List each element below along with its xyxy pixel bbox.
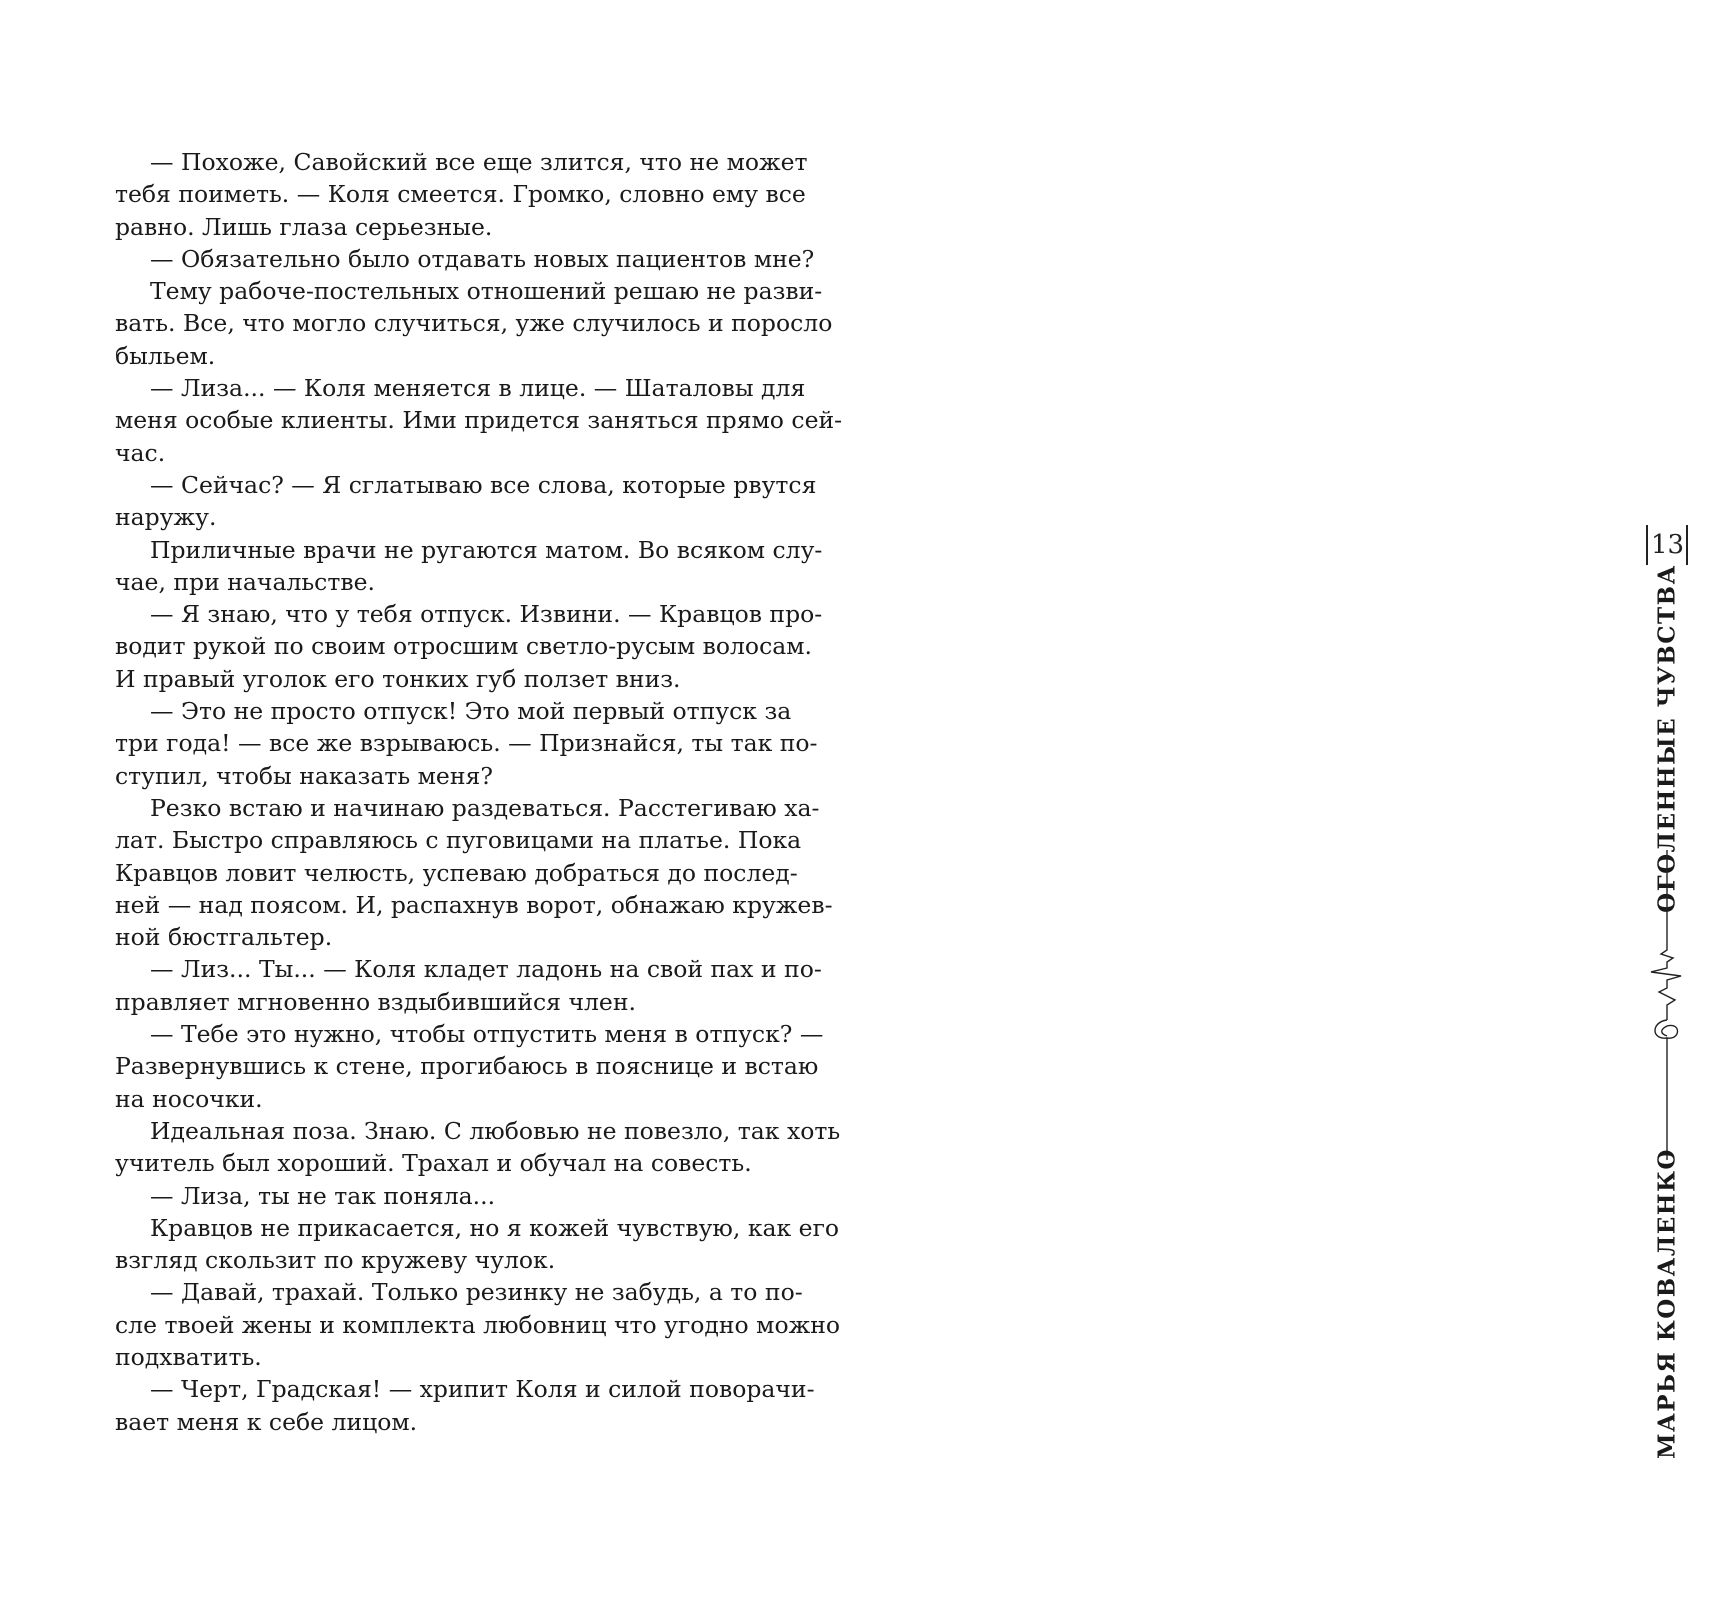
text-line: три года! — все же взрываюсь. — Признайся, ты так по- — [115, 729, 818, 758]
body-text — [115, 146, 843, 1438]
text-line: — Тебе это нужно, чтобы отпустить меня в отпуск? — — [150, 1020, 824, 1049]
text-line: ней — над поясом. И, распахнув ворот, обнажаю кружев- — [115, 890, 833, 919]
heartbeat-line-ornament — [1621, 850, 1711, 1160]
text-line: правляет мгновенно вздыбившийся член. — [115, 987, 636, 1016]
text-line: взгляд скользит по кружеву чулок. — [115, 1246, 556, 1275]
text-line: подхватить. — [115, 1342, 262, 1371]
text-line: чае, при начальстве. — [115, 567, 375, 596]
text-line: тебя поиметь. — Коля смеется. Громко, словно ему все — [115, 180, 806, 209]
text-line: наружу. — [115, 503, 217, 532]
page-number-rule-right — [1686, 525, 1688, 565]
text-line: — Сейчас? — Я сглатываю все слова, которые рвутся — [150, 470, 817, 499]
text-line: И правый уголок его тонких губ ползет вниз. — [115, 664, 681, 693]
running-head — [803, 0, 1685, 1616]
text-line: Идеальная поза. Знаю. С любовью не повезло, так хоть — [150, 1116, 841, 1145]
text-line: учитель был хороший. Трахал и обучал на совесть. — [115, 1149, 752, 1178]
text-line: вать. Все, что могло случиться, уже случилось и поросло — [115, 309, 833, 338]
text-line: — Это не просто отпуск! Это мой первый отпуск за — [150, 697, 792, 726]
text-line: равно. Лишь глаза серьезные. — [115, 212, 493, 241]
text-line: час. — [115, 438, 166, 467]
text-line: — Я знаю, что у тебя отпуск. Извини. — Кравцов про- — [150, 600, 823, 629]
heart-icon — [1655, 1020, 1678, 1038]
text-line: Приличные врачи не ругаются матом. Во всяком слу- — [150, 535, 823, 564]
text-line: — Похоже, Савойский все еще злится, что не может — [150, 148, 808, 176]
text-line: Резко встаю и начинаю раздеваться. Расстегиваю ха- — [150, 793, 820, 822]
author-name: МАРЬЯ КОВАЛЕНКО — [1653, 1148, 1681, 1459]
text-line: Развернувшись к стене, прогибаюсь в пояснице и встаю — [115, 1052, 819, 1081]
text-line: — Давай, трахай. Только резинку не забудь, а то по- — [150, 1278, 803, 1307]
page-number: 13 — [1651, 530, 1685, 560]
text-line: — Лиз... Ты... — Коля кладет ладонь на свой пах и по- — [150, 955, 822, 984]
text-line: — Лиза... — Коля меняется в лице. — Шаталовы для — [150, 374, 806, 403]
text-line: быльем. — [115, 341, 216, 370]
text-line: — Обязательно было отдавать новых пациентов мне? — [150, 244, 815, 273]
text-line: Кравцов ловит челюсть, успеваю добраться до послед- — [115, 858, 798, 887]
text-line: ной бюстгальтер. — [115, 923, 333, 952]
text-line: водит рукой по своим отросшим светло-русым волосам. — [115, 632, 812, 661]
text-line: ступил, чтобы наказать меня? — [115, 761, 493, 790]
text-line: на носочки. — [115, 1084, 263, 1113]
running-title: ОГОЛЕННЫЕ ЧУВСТВА — [1653, 564, 1681, 913]
text-line: Кравцов не прикасается, но я кожей чувствую, как его — [150, 1213, 840, 1242]
text-line: лат. Быстро справляюсь с пуговицами на платье. Пока — [115, 826, 802, 855]
text-line: — Черт, Градская! — хрипит Коля и силой поворачи- — [150, 1375, 815, 1404]
text-line: меня особые клиенты. Ими придется заняться прямо сей- — [115, 406, 843, 435]
text-line: — Лиза, ты не так поняла... — [150, 1181, 496, 1210]
text-line: сле твоей жены и комплекта любовниц что угодно можно — [115, 1310, 841, 1339]
text-line: вает меня к себе лицом. — [115, 1407, 418, 1436]
page-number-rule-left — [1646, 525, 1648, 565]
text-line: Тему рабоче-постельных отношений решаю не разви- — [150, 277, 823, 306]
